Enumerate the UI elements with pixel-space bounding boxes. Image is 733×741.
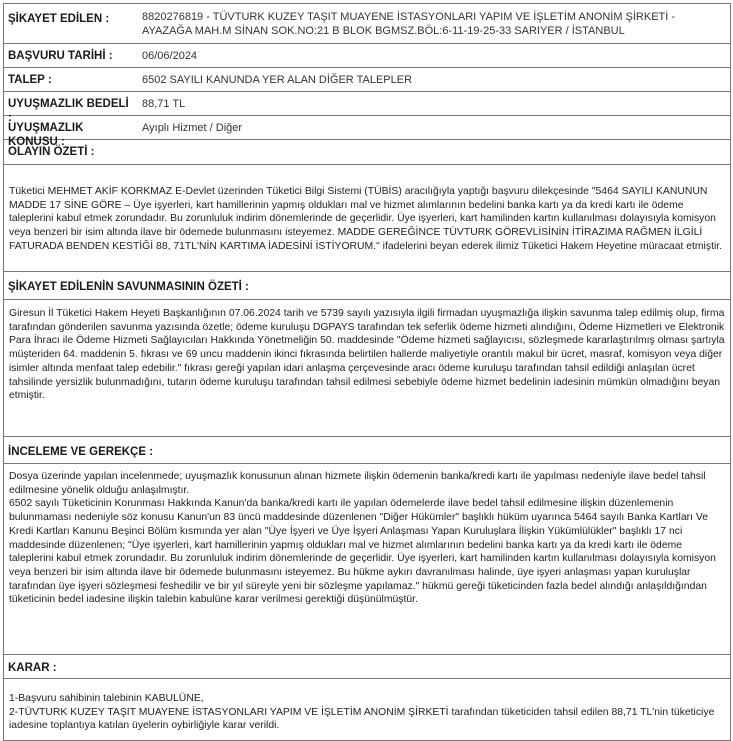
review-paragraph-1: Dosya üzerinde yapılan incelenmede; uyuşmazlık konusunun alınan hizmete ilişkin ödemenin banka/kredi kartı ile yapılması nedeniyle ilave bedel tahsil edilmesine yönelik olduğu anlaşılmıştır.	[9, 471, 706, 496]
complainee-line-1: 8820276819 - TÜVTURK KUZEY TAŞIT MUAYENE İSTASYONLARI YAPIM VE İŞLETİM ANONİM ŞİRKETİ -	[142, 11, 676, 23]
dispute-subject-value: Ayıplı Hizmet / Diğer	[142, 122, 243, 134]
defense-summary-body	[4, 300, 731, 437]
review-paragraph-2: 6502 sayılı Tüketicinin Korunması Hakkında Kanun'da banka/kredi kartı ile yapılan ödemelerde ilave bedel tahsil edilmesine ilişkin düzenlemenin bulunmaması nedeniyle söz konusu Kanun'un 83 üncü maddesinde düzenlenen "Diğer Hükümler" başlıklı hüküm uyarınca 5464 sayılı Banka Kartları Ve Kredi Kartları Kanunu Beşinci Bölüm kısmında yer alan "Üye İşyeri ve Üye İşyeri Anlaşması Yapan Kuruluşlara İlişkin Yükümlülükler" başlıklı 17 nci maddesinde düzenlenen; "Üye işyerleri, kart hamillerinin yapmış oldukları mal ve hizmet alımlarının bedelini banka kartı ya da kredi kartı ile ödeme taleplerini kabul etmek zorundadır. Bu zorunluluk indirim dönemlerinde de geçerlidir. Üye işyerleri, kart hamilinden kartın kullanılması dolayısıyla komisyon veya benzeri bir isim altında ilave bir ödemede bulunmasını isteyemez. Bu hükme aykırı davranılması halinde, üye işyeri anlaşması yapan kuruluşlar tarafından üye işyeri sözleşmesi feshedilir ve bir yıl süreyle yeni bir sözleşme yapılamaz." hükmü gereği tüketicinden fazla bedel alındığı anlaşıldığından tüketicinin bedel iadesine ilişkin talebin kabulüne karar verilmesi gerektiği düşünülmüştür.	[9, 498, 716, 606]
decision-line-1: 1-Başvuru sahibinin talebinin KABULÜNE,	[9, 693, 204, 704]
decision-heading: KARAR :	[4, 655, 731, 679]
request-row	[4, 68, 731, 92]
case-summary-body	[4, 165, 731, 272]
dispute-subject-label: UYUŞMAZLIK KONUSU :	[8, 122, 84, 148]
complainee-label: ŞİKAYET EDİLEN :	[8, 13, 110, 25]
application-date-label: BAŞVURU TARİHİ :	[8, 50, 113, 62]
application-date-value: 06/06/2024	[142, 50, 198, 62]
defense-summary-text: Giresun İl Tüketici Hakem Heyeti Başkanlığının 07.06.2024 tarih ve 5739 sayılı yazısıyla ilgili firmadan uyuşmazlığa ilişkin savunma talep edilmiş olup, firma tarafından gönderilen savunma yazısında özetle; ödeme kuruluşu DGPAYS tarafından tek seferlik ödeme hizmeti alındığını, Ödeme Hizmetleri ve Elektronik Para İhracı ile Ödeme Hizmeti Sağlayıcıları Hakkında Yönetmeliğin 50. maddesinde "Ödeme hizmeti sağlayıcısı, sözleşmede kararlaştırılmış olması şartıyla müşteriden 64. maddenin 5. fıkrası ve 69 uncu maddenin ikinci fıkrasında belirtilen hallerde maliyetiyle orantılı makul bir ücret, masraf, komisyon veya diğer isimler altında menfaat talep edebilir." fıkrası gereği yapılan idari anlaşma çerçevesinde aracı ödeme kuruluşu tarafından tahsil edildiği anlaşılan ücret tahsilinde yersizlik bulunmadığını, tutarın ödeme kuruluşu tarafından tahsil edilmesi sebebiyle ödeme hizmet bedelinin iadesinin mümkün olmadığını beyan etmiştir.	[9, 308, 725, 402]
review-body	[4, 464, 731, 655]
complainee-line-2: AYAZAĞA MAH.M SİNAN SOK.NO:21 B BLOK BGMSZ.BÖL:6-11-19-25-33 SARIYER / İSTANBUL	[142, 25, 625, 37]
complainee-row	[4, 4, 731, 44]
application-date-row	[4, 44, 731, 68]
case-summary-heading: OLAYIN ÖZETİ :	[4, 140, 731, 165]
decision-body	[4, 679, 731, 741]
defense-summary-heading: ŞİKAYET EDİLENİN SAVUNMASININ ÖZETİ :	[4, 272, 731, 300]
dispute-amount-row	[4, 92, 731, 124]
review-heading: İNCELEME VE GEREKÇE :	[4, 437, 731, 464]
case-summary-text: Tüketici MEHMET AKİF KORKMAZ E-Devlet üzerinden Tüketici Bilgi Sistemi (TÜBİS) aracılığıyla yaptığı başvuru dilekçesinde "5464 SAYILI KANUNUN MADDE 17 SİNE GÖRE – Üye işyerleri, kart hamillerinin yapmış oldukları mal ve hizmet alımlarının bedelini banka kartı ya da kredi kartı ile ödeme taleplerini kabul etmek zorundadır. Bu zorunluluk indirim dönemlerinde de geçerlidir. Üye işyerleri, kart hamilinden kartın kullanılması dolayısıyla komisyon veya benzeri bir isim altında ilave bir ödemede bulunmasını isteyemez. MADDE GEREĞİNCE TÜVTURK GÖREVLİSİNİN İTİRAZIMA RAĞMEN İLGİLİ FATURADA BENDEN KESTİĞİ 88, 71TL'NİN KARTIMA İADESİNİ İSTİYORUM." ifadelerini beyan ederek ilimiz Tüketici Hakem Heyetine müracaat etmiştir.	[9, 186, 723, 252]
dispute-amount-value: 88,71 TL	[142, 98, 186, 110]
complainee-value	[138, 4, 730, 43]
dispute-amount-label: UYUŞMAZLIK BEDELİ :	[8, 98, 129, 124]
request-value: 6502 SAYILI KANUNDA YER ALAN DİĞER TALEPLER	[142, 74, 413, 86]
dispute-subject-row	[4, 116, 731, 148]
decision-document	[3, 3, 731, 741]
request-label: TALEP :	[8, 74, 52, 86]
decision-line-2: 2-TÜVTURK KUZEY TAŞIT MUAYENE İSTASYONLARI YAPIM VE İŞLETİM ANONİM ŞİRKETİ tarafından tüketiciden tahsil edilen 88,71 TL'nin tüketiciye iadesine toplantıya katılan üyelerin oybirliğiyle karar verildi.	[9, 706, 715, 732]
